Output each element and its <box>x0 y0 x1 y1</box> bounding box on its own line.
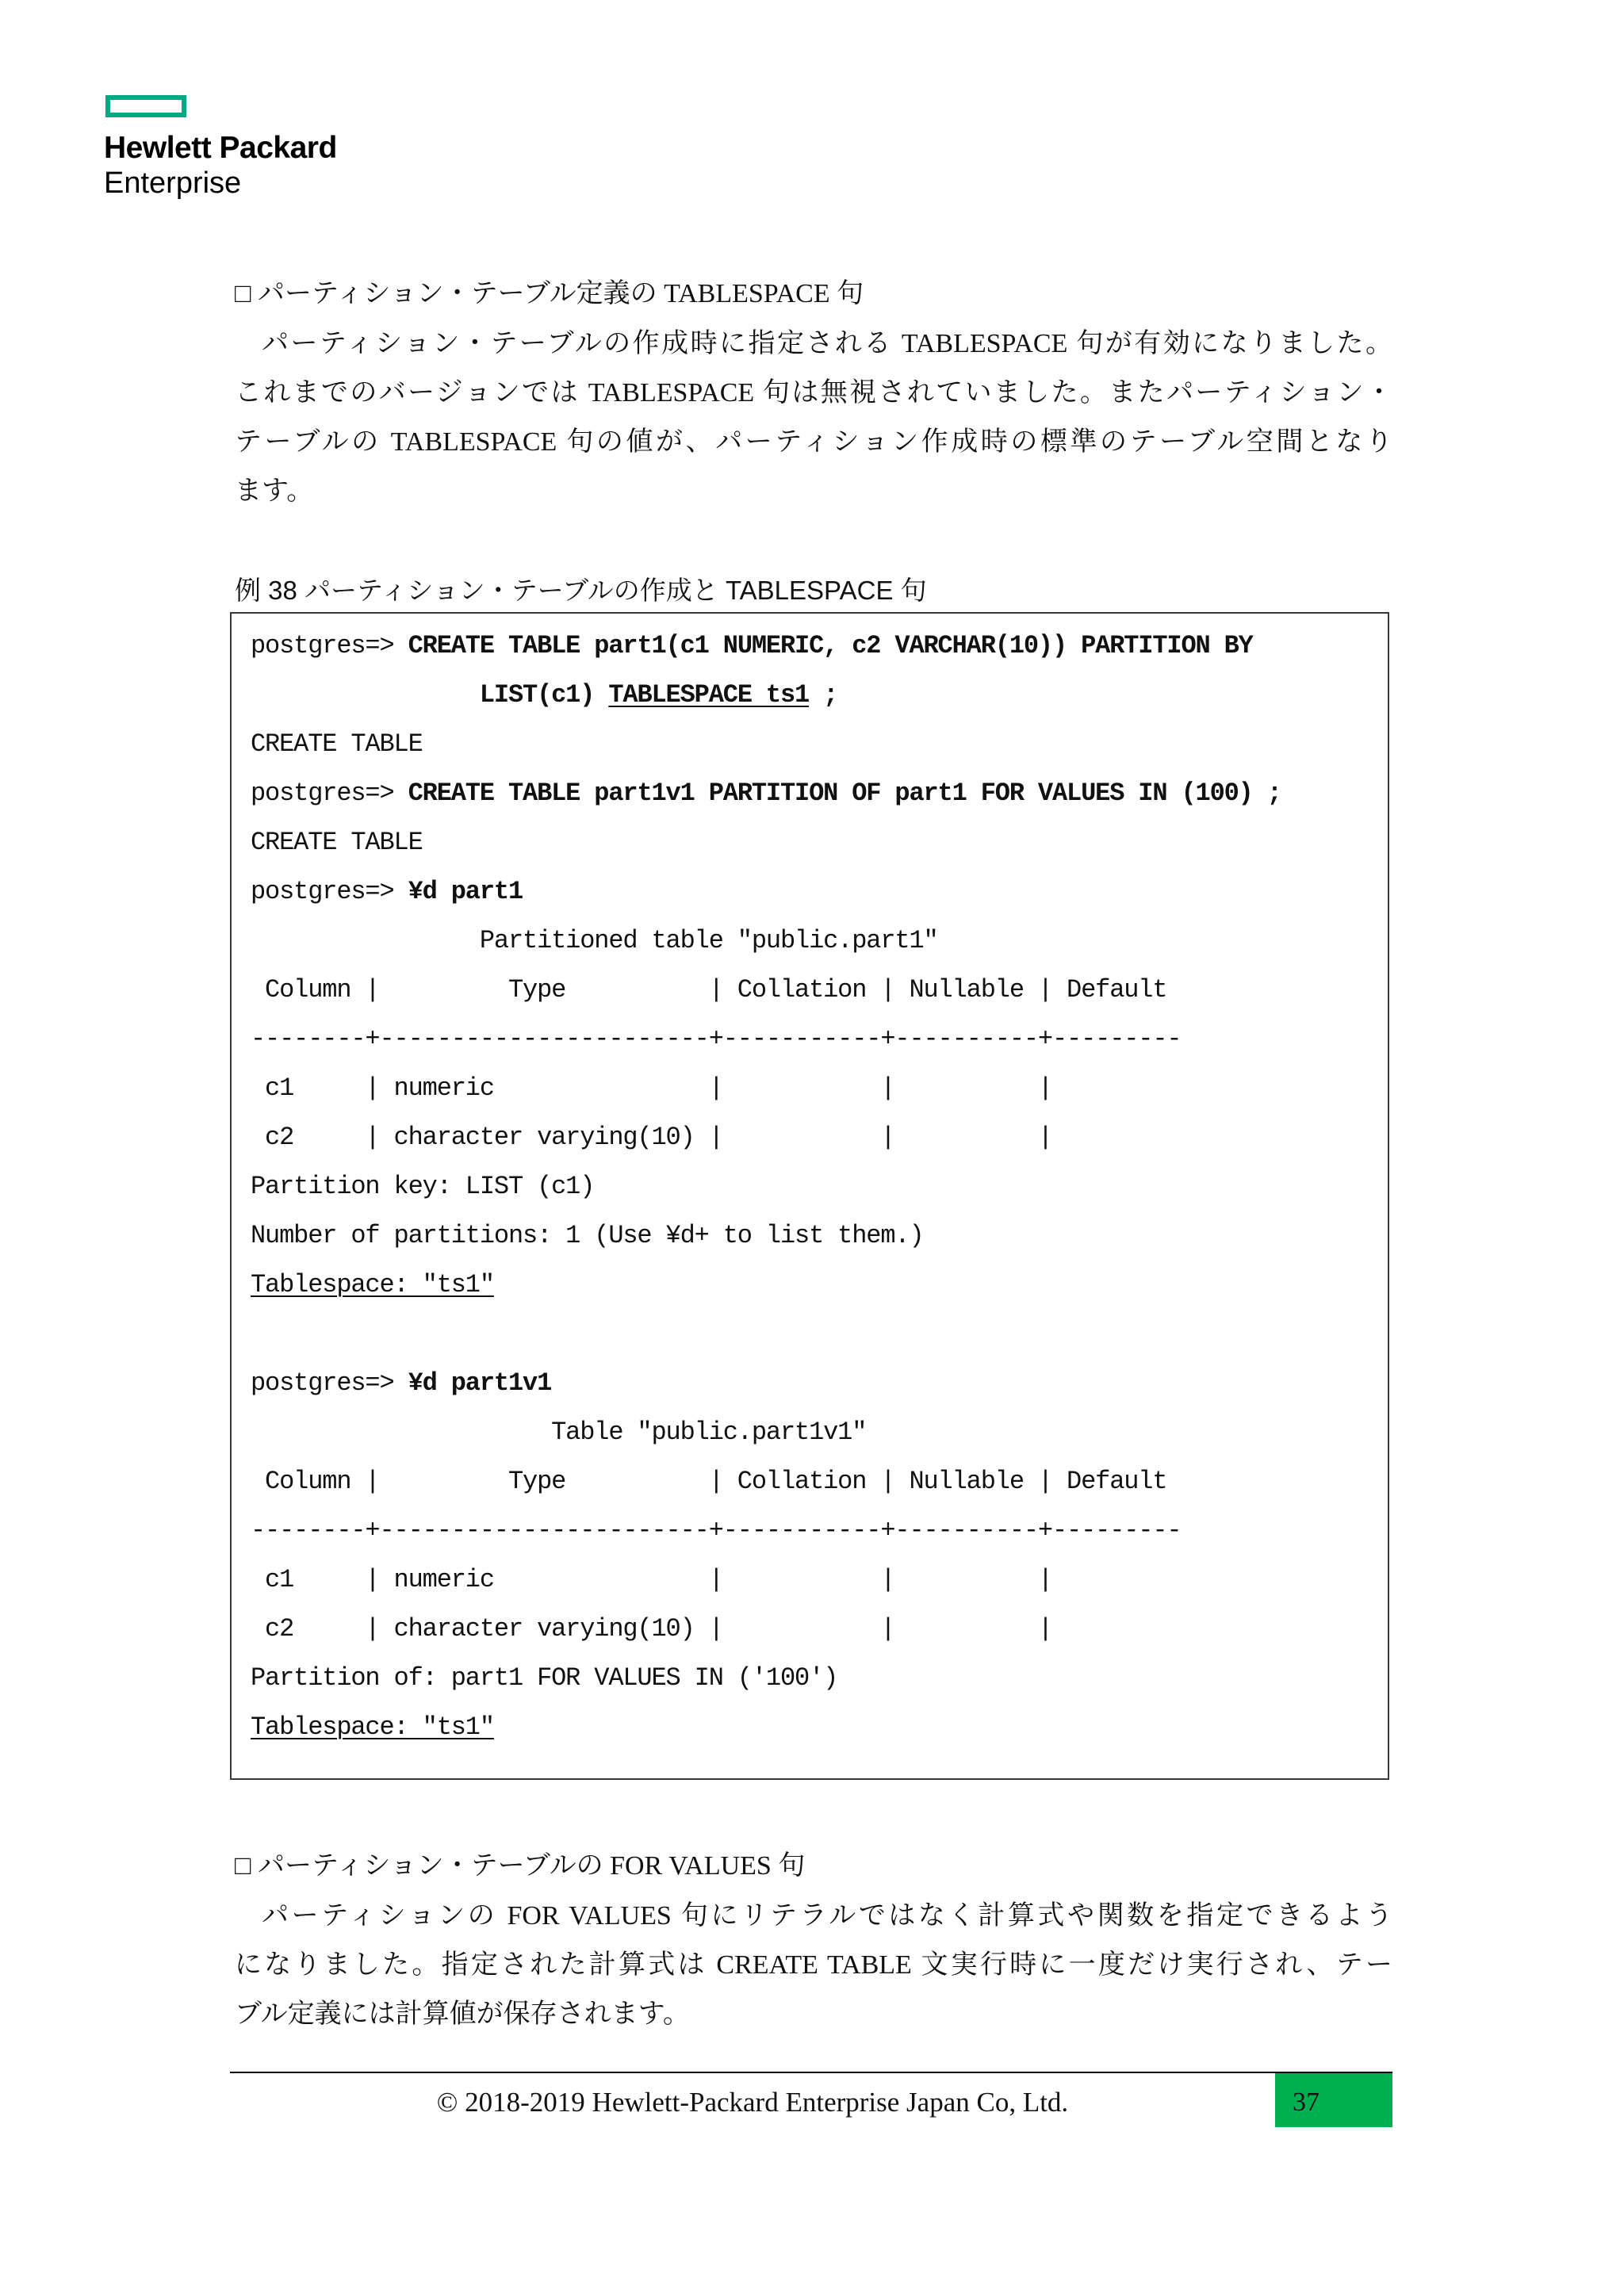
code-line <box>251 769 1388 818</box>
footer-copyright: © 2018-2019 Hewlett-Packard Enterprise Japan Co, Ltd. <box>436 2087 1069 2118</box>
section-heading-for-values: □ パーティション・テーブルの FOR VALUES 句 <box>235 1851 806 1881</box>
code-line <box>251 671 1388 720</box>
logo-text-hewlett-packard: Hewlett Packard <box>104 131 337 165</box>
code-line <box>251 1506 1388 1556</box>
code-output: c1 | numeric | | | <box>251 1565 1052 1594</box>
section-heading-tablespace: □ パーティション・テーブル定義の TABLESPACE 句 <box>235 279 864 308</box>
code-output-highlight: Tablespace: "ts1" <box>251 1270 494 1299</box>
paragraph-line: ます。 <box>235 476 314 506</box>
code-line <box>251 1556 1388 1605</box>
code-prompt: postgres=> <box>251 877 408 906</box>
page-number: 37 <box>1293 2087 1320 2117</box>
code-line <box>251 1359 1388 1408</box>
paragraph-line: ブル定義には計算値が保存されます。 <box>235 1999 690 2029</box>
code-output: c2 | character varying(10) | | | <box>251 1614 1052 1644</box>
code-line <box>251 1605 1388 1654</box>
logo-text-enterprise: Enterprise <box>104 166 242 200</box>
code-output: Partitioned table "public.part1" <box>251 926 938 955</box>
hpe-logo-mark <box>105 95 186 117</box>
code-line <box>251 1113 1388 1162</box>
code-output: Number of partitions: 1 (Use ¥d+ to list them.) <box>251 1221 924 1250</box>
code-output: --------+-----------------------+-----------+----------+--------- <box>251 1516 1182 1545</box>
code-line <box>251 1654 1388 1703</box>
paragraph-line: これまでのバージョンでは TABLESPACE 句は無視されていました。またパーティション・ <box>235 378 1392 408</box>
code-blank-line <box>251 1310 1388 1359</box>
code-prompt: postgres=> <box>251 631 408 660</box>
code-output: Table "public.part1v1" <box>251 1418 867 1447</box>
code-output: --------+-----------------------+-----------+----------+--------- <box>251 1024 1182 1054</box>
code-line <box>251 1015 1388 1064</box>
code-line <box>251 1211 1388 1261</box>
code-line <box>251 1408 1388 1457</box>
paragraph-line: パーティションの FOR VALUES 句にリテラルではなく計算式や関数を指定できるよう <box>262 1901 1392 1931</box>
code-command-highlight: TABLESPACE ts1 <box>608 680 810 710</box>
code-output-highlight: Tablespace: "ts1" <box>251 1712 494 1742</box>
code-prompt: postgres=> <box>251 1368 408 1398</box>
paragraph-line: になりました。指定された計算式は CREATE TABLE 文実行時に一度だけ実行され、テー <box>235 1950 1392 1980</box>
code-line <box>251 1064 1388 1113</box>
code-prompt: postgres=> <box>251 779 408 808</box>
code-line <box>251 1703 1388 1752</box>
code-output: Column | Type | Collation | Nullable | Default <box>251 1467 1167 1496</box>
code-command: ; <box>809 680 838 710</box>
code-line <box>251 916 1388 966</box>
code-output: Column | Type | Collation | Nullable | Default <box>251 975 1167 1004</box>
code-line <box>251 1457 1388 1506</box>
code-command: CREATE TABLE part1(c1 NUMERIC, c2 VARCHAR(10)) PARTITION BY <box>408 631 1253 660</box>
code-line <box>251 966 1388 1015</box>
code-command: CREATE TABLE part1v1 PARTITION OF part1 FOR VALUES IN (100) ; <box>408 779 1281 808</box>
code-line <box>251 622 1388 671</box>
code-line <box>251 1162 1388 1211</box>
code-line <box>251 1261 1388 1310</box>
code-command: LIST(c1) <box>251 680 609 710</box>
section1-paragraph <box>235 320 1392 516</box>
code-output: Partition of: part1 FOR VALUES IN ('100') <box>251 1663 838 1693</box>
code-line <box>251 720 1388 769</box>
footer-divider <box>230 2072 1392 2073</box>
code-example-box <box>230 612 1389 1780</box>
code-line <box>251 818 1388 867</box>
code-command: ¥d part1 <box>408 877 523 906</box>
code-output: c2 | character varying(10) | | | <box>251 1123 1052 1152</box>
example-caption: 例 38 パーティション・テーブルの作成と TABLESPACE 句 <box>235 576 927 605</box>
code-output: CREATE TABLE <box>251 729 423 759</box>
code-output: c1 | numeric | | | <box>251 1073 1052 1103</box>
code-line <box>251 867 1388 916</box>
page-number-box <box>1275 2073 1392 2127</box>
code-output: Partition key: LIST (c1) <box>251 1172 595 1201</box>
section2-paragraph <box>235 1892 1392 2039</box>
paragraph-line: パーティション・テーブルの作成時に指定される TABLESPACE 句が有効になりました。 <box>262 329 1392 358</box>
code-command: ¥d part1v1 <box>408 1368 552 1398</box>
paragraph-line: テーブルの TABLESPACE 句の値が、パーティション作成時の標準のテーブル空間となり <box>235 427 1392 457</box>
code-output: CREATE TABLE <box>251 828 423 857</box>
